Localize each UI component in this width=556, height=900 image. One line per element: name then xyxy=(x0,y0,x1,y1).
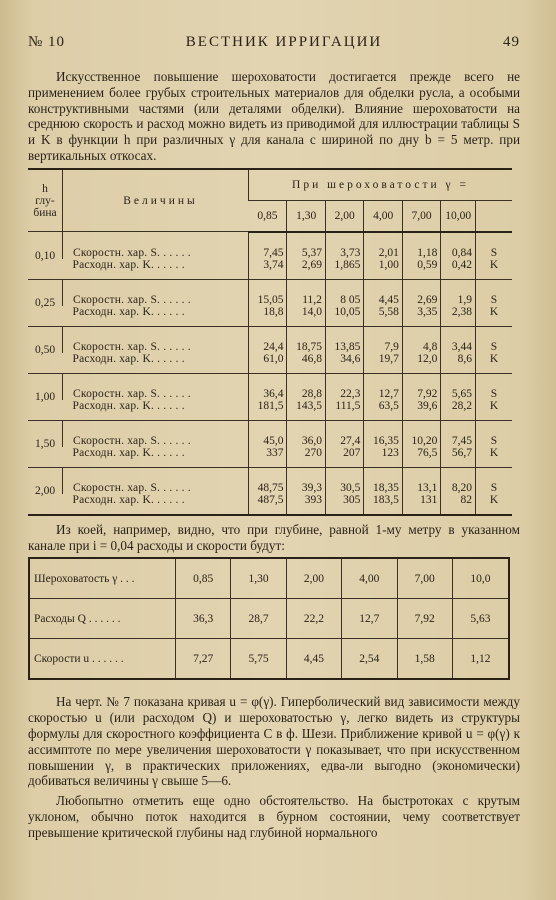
depth-cell: 1,50 xyxy=(28,420,63,467)
row-label: Расходы Q . . . . . . xyxy=(29,599,176,639)
value-cell: 18,8 xyxy=(249,306,287,327)
value-cell: 2,69 xyxy=(402,279,440,306)
value-cell: 22,2 xyxy=(286,599,341,639)
value-cell: 181,5 xyxy=(249,400,287,421)
table-row xyxy=(28,420,512,447)
value-cell: 14,0 xyxy=(287,306,325,327)
table-row xyxy=(28,326,512,353)
value-cell: 1,9 xyxy=(441,279,476,306)
value-cell: 10,0 xyxy=(452,558,509,599)
paragraph-rapids: Любопытно отметить еще одно обстоятельство. На быстротоках с крутым уклоном, обычно поток находится в бурном состоянии, чему соответствует превышение критической глубины над глубиной нормального xyxy=(28,793,520,840)
value-cell: 27,4 xyxy=(325,420,363,447)
value-cell: 207 xyxy=(325,447,363,468)
value-cell: 8 05 xyxy=(325,279,363,306)
mark-k: K xyxy=(476,400,513,421)
value-cell: 1,865 xyxy=(325,259,363,280)
value-cell: 18,35 xyxy=(364,467,402,494)
value-cell: 12,7 xyxy=(342,599,397,639)
value-cell: 46,8 xyxy=(287,353,325,374)
depth-header-line2: глу- xyxy=(35,194,55,207)
value-cell: 3,73 xyxy=(325,232,363,259)
gamma-header-cell: 0,85 xyxy=(249,200,287,232)
value-cell: 39,6 xyxy=(402,400,440,421)
discharge-velocity-table xyxy=(28,557,510,680)
value-cell: 3,35 xyxy=(402,306,440,327)
value-cell: 8,6 xyxy=(441,353,476,374)
table-row xyxy=(28,259,512,280)
value-cell: 337 xyxy=(249,447,287,468)
table-row xyxy=(28,232,512,259)
quantity-name-k: Расходн. хар. K. . . . . . xyxy=(72,493,185,506)
value-cell: 143,5 xyxy=(287,400,325,421)
mark-k: K xyxy=(476,306,513,327)
value-cell: 7,45 xyxy=(249,232,287,259)
table-row xyxy=(28,306,512,327)
value-cell: 0,42 xyxy=(441,259,476,280)
value-cell: 36,3 xyxy=(176,599,231,639)
paragraph-intro: Искусственное повышение шероховатости достигается прежде всего не применением более грубых строительных материалов для обделки русла, а особыми конструктивными частями (или деталями обделки). Влияние шероховатости на среднюю скорость и расход можно видеть из приводимой для иллюстрации таблицы S и K в функции h при различных γ для канала с шириной по дну b = 5 метр. при вертикальных откосах. xyxy=(28,69,520,163)
mark-s: S xyxy=(476,467,513,494)
value-cell: 2,69 xyxy=(287,259,325,280)
value-cell: 13,1 xyxy=(402,467,440,494)
mark-k: K xyxy=(476,259,513,280)
value-cell: 19,7 xyxy=(364,353,402,374)
value-cell: 5,63 xyxy=(452,599,509,639)
value-cell: 7,00 xyxy=(397,558,452,599)
value-cell: 28,8 xyxy=(287,373,325,400)
quantity-name-k: Расходн. хар. K. . . . . . xyxy=(63,400,249,421)
value-cell: 3,74 xyxy=(249,259,287,280)
value-cell: 5,75 xyxy=(231,639,286,680)
value-cell: 10,05 xyxy=(325,306,363,327)
value-cell: 0,84 xyxy=(441,232,476,259)
depth-header-h: h xyxy=(42,182,48,195)
value-cell: 28,2 xyxy=(441,400,476,421)
row-label: Шероховатость γ . . . xyxy=(29,558,176,599)
value-cell: 123 xyxy=(364,447,402,468)
value-cell: 0,59 xyxy=(402,259,440,280)
value-cell: 16,35 xyxy=(364,420,402,447)
quantity-name-s: Скоростн. хар. S. . . . . . xyxy=(63,373,249,400)
value-cell: 3,44 xyxy=(441,326,476,353)
page-number: 49 xyxy=(502,34,520,50)
value-cell: 4,45 xyxy=(286,639,341,680)
mark-s: S xyxy=(476,232,513,259)
paragraph-example: Из коей, например, видно, что при глубине, равной 1-му метру в указанном канале при i = 0,04 расходы и скорости будут: xyxy=(28,521,520,553)
quantity-name-s: Скоростн. хар. S. . . . . . xyxy=(63,279,249,306)
value-cell: 1,58 xyxy=(397,639,452,680)
gamma-header-cell: 4,00 xyxy=(364,200,402,232)
value-cell: 1,12 xyxy=(452,639,509,680)
roughness-header: При шероховатости γ = xyxy=(249,169,513,201)
value-cell: 13,85 xyxy=(325,326,363,353)
value-cell: 76,5 xyxy=(402,447,440,468)
value-cell: 61,0 xyxy=(249,353,287,374)
row-label: Скорости u . . . . . . xyxy=(29,639,176,680)
mark-s: S xyxy=(476,420,513,447)
value-cell: 4,45 xyxy=(364,279,402,306)
value-cell: 270 xyxy=(287,447,325,468)
quantity-name-k: Расходн. хар. K. . . . . . xyxy=(63,353,249,374)
journal-title: ВЕСТНИК ИРРИГАЦИИ xyxy=(185,34,383,50)
value-cell: 1,30 xyxy=(231,558,286,599)
value-cell: 1,00 xyxy=(364,259,402,280)
table-row xyxy=(29,599,509,639)
value-cell: 45,0 xyxy=(249,420,287,447)
discharge-velocity-table-body xyxy=(29,558,509,679)
paragraph-curve: На черт. № 7 показана кривая u = φ(γ). Гиперболический вид зависимости между скоростью u (или расходом Q) и шероховатостью γ, легко видеть из структуры формулы для скоростного коэффициента C в ф. Шези. Приближение кривой u = φ(γ) к ассимптоте по мере увеличения шероховатости γ показывает, что при искусственном повышении γ, в практических приложениях, едва-ли выгодно (экономически) добиваться величины γ свыше 5—6. xyxy=(28,694,520,789)
value-cell: 183,5 xyxy=(364,494,402,515)
value-cell: 2,38 xyxy=(441,306,476,327)
value-cell: 12,0 xyxy=(402,353,440,374)
table-row xyxy=(28,447,512,468)
quantity-name-k: Расходн. хар. K. . . . . . xyxy=(63,306,249,327)
value-cell: 30,5 xyxy=(325,467,363,494)
value-cell: 56,7 xyxy=(441,447,476,468)
value-cell: 28,7 xyxy=(231,599,286,639)
value-cell: 2,00 xyxy=(286,558,341,599)
table-row xyxy=(29,639,509,680)
value-cell: 7,27 xyxy=(176,639,231,680)
table-row xyxy=(28,467,512,494)
quantity-name-k: Расходн. хар. K. . . . . . xyxy=(63,447,249,468)
depth-cell: 2,00 xyxy=(34,484,56,497)
value-cell: 36,0 xyxy=(287,420,325,447)
gamma-header-cell: 7,00 xyxy=(402,200,440,232)
value-cell: 7,9 xyxy=(364,326,402,353)
value-cell: 12,7 xyxy=(364,373,402,400)
depth-header-line3: бина xyxy=(33,206,57,219)
value-cell: 7,92 xyxy=(397,599,452,639)
table-row xyxy=(28,353,512,374)
depth-cell: 1,00 xyxy=(28,373,63,420)
table-row xyxy=(28,279,512,306)
issue-number: № 10 xyxy=(28,34,66,50)
value-cell: 1,18 xyxy=(402,232,440,259)
gamma-header-cell: 2,00 xyxy=(325,200,363,232)
value-cell: 18,75 xyxy=(287,326,325,353)
value-cell: 305 xyxy=(325,494,363,515)
value-cell: 7,45 xyxy=(441,420,476,447)
value-cell: 7,92 xyxy=(402,373,440,400)
running-head xyxy=(28,34,520,51)
value-cell: 34,6 xyxy=(325,353,363,374)
value-cell: 5,65 xyxy=(441,373,476,400)
value-cell: 5,37 xyxy=(287,232,325,259)
value-cell: 10,20 xyxy=(402,420,440,447)
depth-cell: 0,50 xyxy=(28,326,63,373)
mark-s: S xyxy=(476,373,513,400)
depth-cell: 0,25 xyxy=(28,279,63,326)
table-row xyxy=(29,558,509,599)
value-cell: 39,3 xyxy=(287,467,325,494)
quantity-name-k: Расходн. хар. K. . . . . . xyxy=(63,259,249,280)
value-cell: 111,5 xyxy=(325,400,363,421)
value-cell: 63,5 xyxy=(364,400,402,421)
value-cell: 15,05 xyxy=(249,279,287,306)
quantity-name-s: Скоростн. хар. S. . . . . . xyxy=(63,326,249,353)
gamma-header-cell: 10,00 xyxy=(441,200,476,232)
value-cell: 5,58 xyxy=(364,306,402,327)
mark-header-cell xyxy=(476,200,513,232)
roughness-table-body xyxy=(28,232,512,515)
mark-k: K xyxy=(476,447,513,468)
value-cell: 4,00 xyxy=(342,558,397,599)
roughness-table xyxy=(28,168,512,516)
value-cell: 487,5 xyxy=(249,494,287,515)
value-cell: 393 xyxy=(287,494,325,515)
value-cell: 11,2 xyxy=(287,279,325,306)
mark-k: K xyxy=(476,353,513,374)
quantity-name-s: Скоростн. хар. S. . . . . . xyxy=(63,232,249,259)
table-row xyxy=(28,400,512,421)
mark-s: S xyxy=(476,326,513,353)
value-cell: 24,4 xyxy=(249,326,287,353)
value-cell: 8,20 xyxy=(441,467,476,494)
quantity-name-s: Скоростн. хар. S. . . . . . xyxy=(63,420,249,447)
value-cell: 82 xyxy=(441,494,476,515)
table-row xyxy=(28,494,512,515)
gamma-header-cell: 1,30 xyxy=(287,200,325,232)
value-cell: 2,01 xyxy=(364,232,402,259)
mark-s: S xyxy=(476,279,513,306)
table-row xyxy=(28,373,512,400)
mark-k: K xyxy=(476,494,513,515)
value-cell: 4,8 xyxy=(402,326,440,353)
value-cell: 0,85 xyxy=(176,558,231,599)
value-cell: 36,4 xyxy=(249,373,287,400)
depth-header xyxy=(28,169,63,232)
quantity-name-s: Скоростн. хар. S. . . . . . xyxy=(63,467,249,494)
value-cell: 2,54 xyxy=(342,639,397,680)
depth-cell: 0,10 xyxy=(28,232,63,280)
value-cell: 131 xyxy=(402,494,440,515)
quantities-header: Величины xyxy=(63,169,249,232)
value-cell: 48,75 xyxy=(249,467,287,494)
value-cell: 22,3 xyxy=(325,373,363,400)
